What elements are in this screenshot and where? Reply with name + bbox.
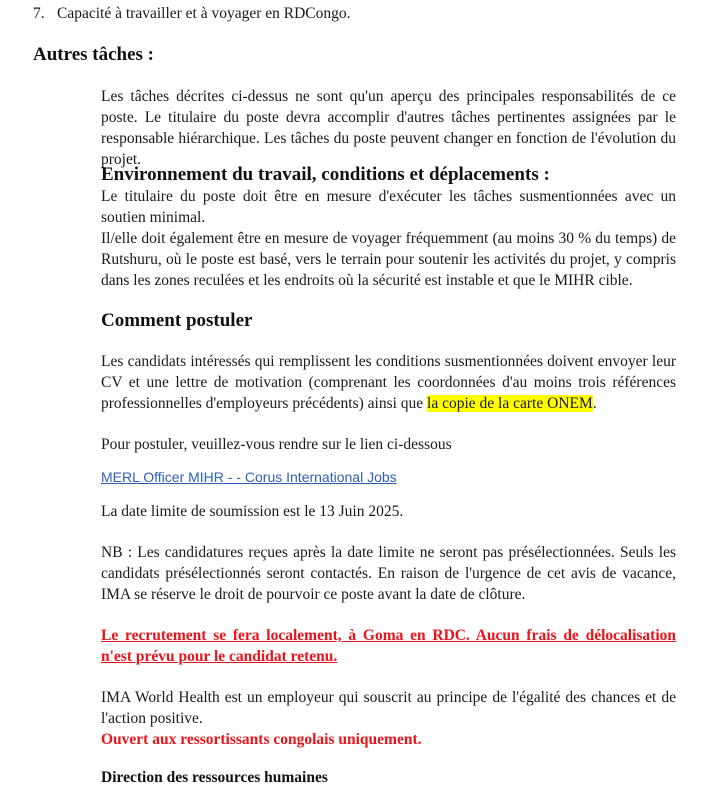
environnement-paragraph-2: Il/elle doit également être en mesure de voyager fréquemment (au moins 30 % du temps) de Rutshuru, où le poste est basé, vers le terrain pour soutenir les activités du projet, y compris dans les zones reculées et les endroits où la sécurité est instable et que le MIHR cible.: [101, 230, 676, 289]
sentence-period: .: [592, 395, 597, 412]
recruitment-notice: [101, 625, 676, 667]
heading-environnement: Environnement du travail, conditions et déplacements :: [101, 164, 550, 185]
deadline-paragraph: [101, 501, 676, 522]
heading-autres-taches: Autres tâches :: [33, 44, 155, 65]
comment-postuler-paragraph-2: [101, 434, 676, 455]
nb-text: NB : Les candidatures reçues après la date limite ne seront pas présélectionnées. Seuls les candidats présélectionnés seront contactés. En raison de l'urgence de cet avis de vacance, IMA se réserve le droit de pourvoir ce poste avant la date de clôture.: [101, 544, 676, 603]
heading-comment-postuler: Comment postuler: [101, 310, 253, 331]
list-item-text: Capacité à travailler et à voyager en RDCongo.: [57, 5, 351, 22]
recruitment-notice-text: Le recrutement se fera localement, à Goma en RDC. Aucun frais de délocalisation n'est prévu pour le candidat retenu.: [101, 627, 676, 665]
highlighted-onem-card-text: la copie de la carte ONEM: [427, 395, 593, 412]
equal-opportunity-paragraph: [101, 687, 676, 750]
job-posting-link[interactable]: MERL Officer MIHR - - Corus International Jobs: [101, 469, 397, 485]
hr-direction-signature: Direction des ressources humaines: [101, 769, 328, 786]
application-instructions-text: Les candidats intéressés qui remplissent les conditions susmentionnées doivent envoyer leur CV et une lettre de motivation (comprenant les coordonnées d'au moins trois références professionnelles d'employeurs précédents) ainsi que: [101, 353, 676, 412]
deadline-text: La date limite de soumission est le 13 Juin 2025.: [101, 503, 404, 520]
equal-opportunity-text: IMA World Health est un employeur qui souscrit au principe de l'égalité des chances et de l'action positive.: [101, 689, 676, 727]
autres-taches-body: [101, 86, 676, 170]
list-item-7: [33, 4, 351, 24]
list-number: 7.: [33, 5, 45, 22]
environnement-paragraph-1: Le titulaire du poste doit être en mesure d'exécuter les tâches susmentionnées avec un soutien minimal.: [101, 188, 676, 226]
environnement-body: [101, 186, 676, 291]
apply-link-intro: Pour postuler, veuillez-vous rendre sur le lien ci-dessous: [101, 436, 452, 453]
nb-paragraph: [101, 542, 676, 605]
autres-taches-paragraph: Les tâches décrites ci-dessus ne sont qu'un aperçu des principales responsabilités de ce poste. Le titulaire du poste devra accomplir d'autres tâches pertinentes assignées par le responsable hiérarchique. Les tâches du poste peuvent changer en fonction de l'évolution du projet.: [101, 88, 676, 168]
comment-postuler-paragraph-1: [101, 351, 676, 414]
open-to-congolese-notice: Ouvert aux ressortissants congolais uniquement.: [101, 731, 422, 748]
